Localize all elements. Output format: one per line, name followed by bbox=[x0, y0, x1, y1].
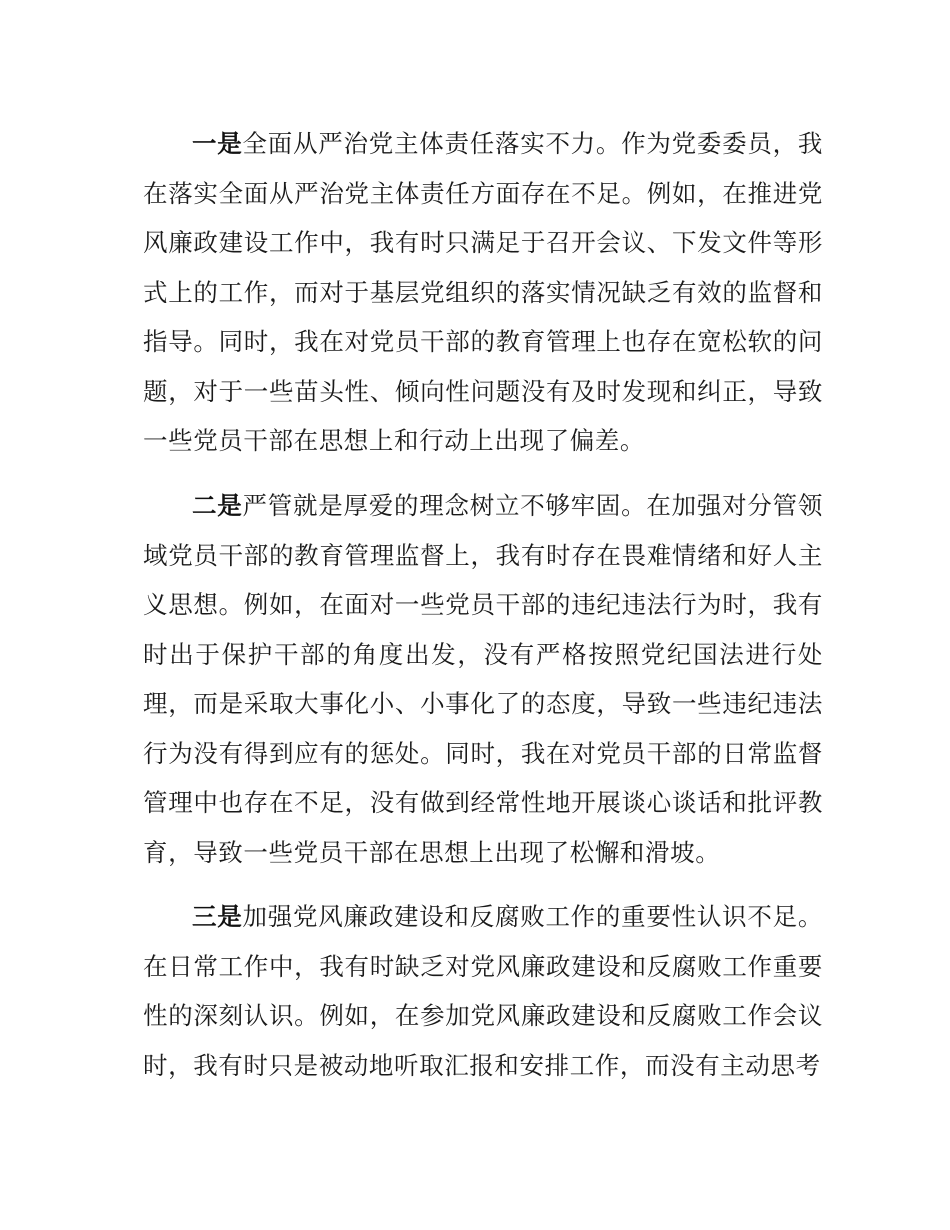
paragraph-1-lead: 一是 bbox=[192, 129, 243, 158]
paragraph-2-lead: 二是 bbox=[192, 491, 243, 520]
paragraph-3-text: 加强党风廉政建设和反腐败工作的重要性认识不足。在日常工作中，我有时缺乏对党风廉政建设和反腐败工作重要性的深刻认识。例如，在参加党风廉政建设和反腐败工作会议时，我有时只是被动地听取汇报和安排工作，而没有主动思考 bbox=[143, 902, 823, 1080]
paragraph-3-lead: 三是 bbox=[192, 902, 243, 931]
paragraph-1-text: 全面从严治党主体责任落实不力。作为党委委员，我在落实全面从严治党主体责任方面存在不足。例如，在推进党风廉政建设工作中，我有时只满足于召开会议、下发文件等形式上的工作，而对于基层党组织的落实情况缺乏有效的监督和指导。同时，我在对党员干部的教育管理上也存在宽松软的问题，对于一些苗头性、倾向性问题没有及时发现和纠正，导致一些党员干部在思想上和行动上出现了偏差。 bbox=[143, 129, 823, 455]
paragraph-2-text: 严管就是厚爱的理念树立不够牢固。在加强对分管领域党员干部的教育管理监督上，我有时存在畏难情绪和好人主义思想。例如，在面对一些党员干部的违纪违法行为时，我有时出于保护干部的角度出发，没有严格按照党纪国法进行处理，而是采取大事化小、小事化了的态度，导致一些违纪违法行为没有得到应有的惩处。同时，我在对党员干部的日常监督管理中也存在不足，没有做到经常性地开展谈心谈话和批评教育，导致一些党员干部在思想上出现了松懈和滑坡。 bbox=[143, 491, 823, 867]
paragraph-2-body bbox=[143, 481, 823, 877]
paragraph-3 bbox=[143, 892, 823, 1090]
paragraph-1 bbox=[143, 119, 823, 466]
paragraph-1-body bbox=[143, 119, 823, 466]
paragraph-3-body bbox=[143, 892, 823, 1090]
paragraph-2 bbox=[143, 481, 823, 877]
